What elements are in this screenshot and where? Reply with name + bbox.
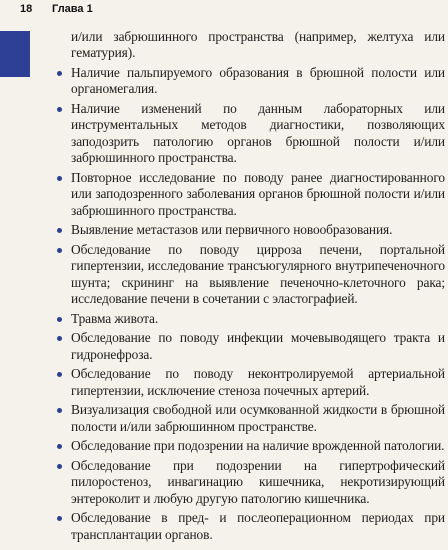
list-item: [61, 330, 445, 363]
list-item: [61, 170, 445, 219]
list-item: [61, 222, 445, 238]
list-item-text: Наличие изменений по данным лабораторных или инструментальных методов диагностики, позволяющих заподозрить патологию органов брюшной полости и/или забрюшинного пространства.: [71, 101, 445, 166]
chapter-edge-marker: [0, 31, 30, 77]
page-number: 18: [20, 3, 33, 15]
bullet-icon: [57, 444, 62, 449]
list-item: [61, 65, 445, 98]
bullet-icon: [57, 248, 62, 253]
list-item-text: Обследование по поводу цирроза печени, портальной гипертензии, исследование трансъюгулярного внутрипеченочного шунта; скрининг на выявление печеночно-клеточного рака; исследование печени в сочетании с эластографией.: [71, 241, 445, 307]
bullet-icon: [57, 176, 62, 181]
list-item-text: Травма живота.: [71, 310, 159, 326]
bullet-icon: [57, 107, 62, 112]
list-item-text: Наличие пальпируемого образования в брюшной полости или органомегалия.: [71, 65, 445, 97]
list-item-text: Обследование при подозрении на гипертрофический пилоростеноз, инвагинацию кишечника, некротизирующий энтероколит и любую другую патологию кишечника.: [71, 457, 445, 506]
list-item-text: Визуализация свободной или осумкованной жидкости в брюшной полости и/или забрюшинном пространстве.: [71, 402, 445, 434]
list-item: [61, 242, 445, 308]
page-header: [20, 3, 93, 15]
list-item: [61, 510, 445, 543]
page-body: [61, 29, 445, 546]
list-item-text: Обследование по поводу неконтролируемой артериальной гипертензии, исключение стеноза почечных артерий.: [71, 366, 445, 398]
list-item-text: Обследование в пред- и послеоперационном периодах при трансплантации органов.: [71, 510, 445, 542]
list-item: [61, 438, 445, 454]
bullet-icon: [57, 317, 62, 322]
list-item-text: Обследование при подозрении на наличие врожденной патологии.: [71, 438, 445, 454]
list-item: [61, 366, 445, 399]
bullet-icon: [57, 372, 62, 377]
list-item-text: Выявление метастазов или первичного новообразования.: [71, 222, 393, 238]
bullet-icon: [57, 464, 62, 469]
list-item: [61, 101, 445, 167]
bullet-icon: [57, 228, 62, 233]
list-item: [61, 402, 445, 435]
bullet-icon: [57, 516, 62, 521]
list-item-text: Обследование по поводу инфекции мочевыводящего тракта и гидронефроза.: [71, 330, 445, 362]
list-item: [61, 458, 445, 507]
bullet-icon: [57, 408, 62, 413]
list-item-text: Повторное исследование по поводу ранее диагностированного или заподозренного заболевания органов брюшной полости и/или забрюшинного пространства.: [71, 169, 445, 218]
list-item: [61, 311, 445, 327]
chapter-title: Глава 1: [52, 3, 93, 15]
continuation-text: и/или забрюшинного пространства (например, желтуха или гематурия).: [71, 29, 445, 61]
bullet-icon: [57, 71, 62, 76]
bullet-icon: [57, 336, 62, 341]
indications-list: [61, 65, 445, 543]
